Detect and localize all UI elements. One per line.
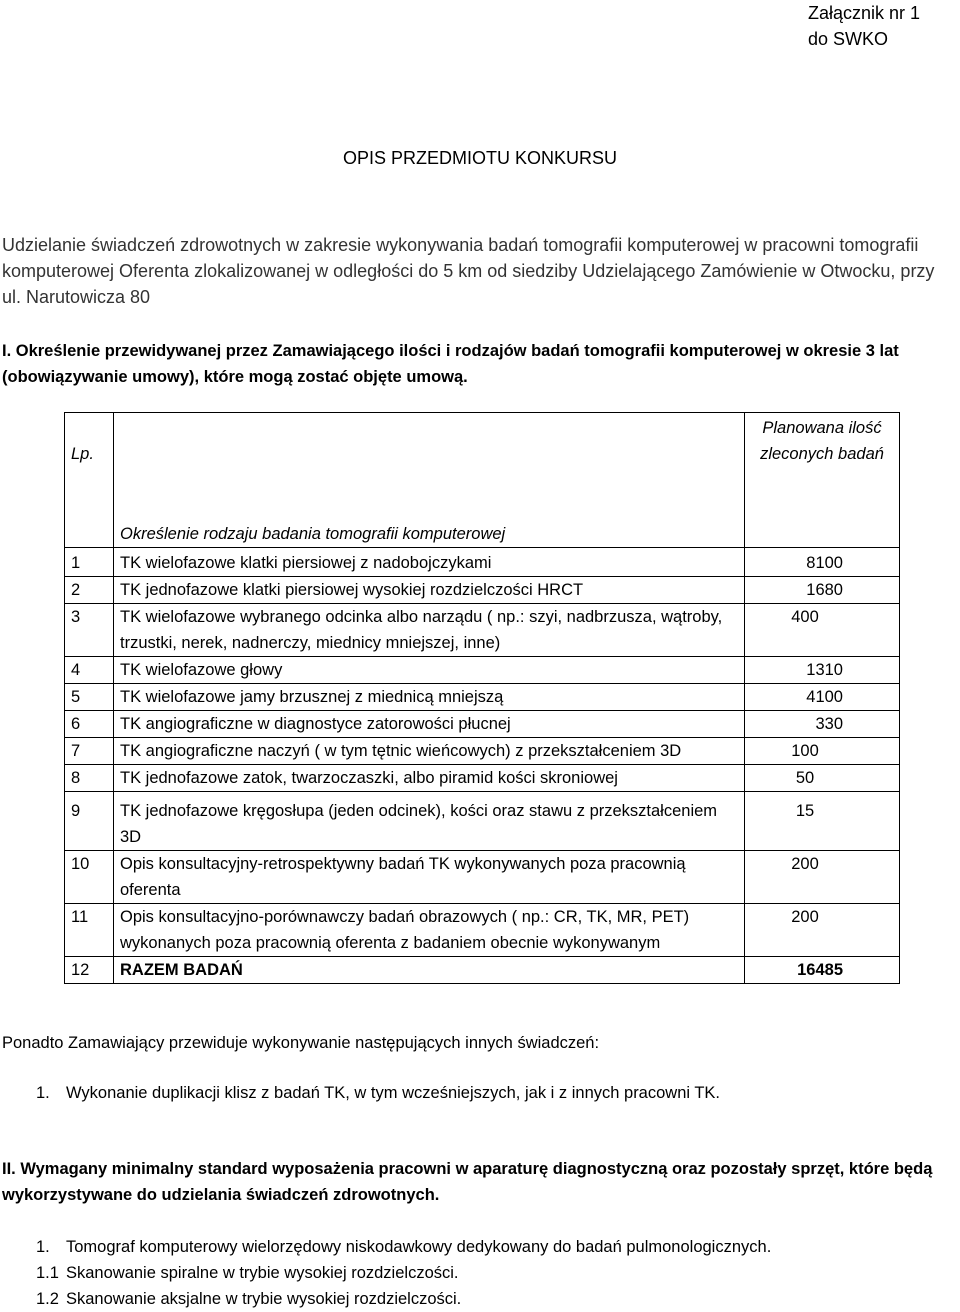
row-lp: 5 bbox=[65, 684, 114, 711]
list-item bbox=[36, 1260, 771, 1286]
total-quantity: 16485 bbox=[745, 957, 900, 984]
table-row bbox=[65, 792, 900, 851]
item-number: 1. bbox=[36, 1238, 50, 1256]
header-lp: Lp. bbox=[65, 413, 114, 548]
row-lp: 4 bbox=[65, 657, 114, 684]
row-quantity: 200 bbox=[745, 851, 900, 904]
table-row bbox=[65, 548, 900, 577]
other-services-item bbox=[36, 1080, 720, 1106]
row-description: TK wielofazowe klatki piersiowej z nadobojczykami bbox=[114, 548, 745, 577]
row-description: TK jednofazowe kręgosłupa (jeden odcinek), kości oraz stawu z przekształceniem 3D bbox=[114, 792, 745, 851]
section-2-heading: II. Wymagany minimalny standard wyposażenia pracowni w aparaturę diagnostyczną oraz pozostały sprzęt, które będą wykorzystywane do udzielania świadczeń zdrowotnych. bbox=[2, 1160, 933, 1204]
item-number: 1.1 bbox=[36, 1264, 59, 1282]
item-text: Tomograf komputerowy wielorzędowy niskodawkowy dedykowany do badań pulmonologicznych. bbox=[66, 1238, 772, 1256]
item-text: Skanowanie aksjalne w trybie wysokiej rozdzielczości. bbox=[66, 1290, 462, 1308]
row-quantity: 400 bbox=[745, 604, 900, 657]
row-description: Opis konsultacyjno-porównawczy badań obrazowych ( np.: CR, TK, MR, PET) wykonanych poza pracownią oferenta z badaniem obecnie wykonywanym bbox=[114, 904, 745, 957]
row-quantity: 330 bbox=[745, 711, 900, 738]
table-row bbox=[65, 604, 900, 657]
row-description: TK wielofazowe wybranego odcinka albo narządu ( np.: szyi, nadbrzusza, wątroby, trzustki, nerek, nadnerczy, miednicy mniejszej, inne) bbox=[114, 604, 745, 657]
row-lp: 10 bbox=[65, 851, 114, 904]
header-quantity: Planowana ilość zleconych badań bbox=[745, 413, 900, 548]
header-description: Określenie rodzaju badania tomografii komputerowej bbox=[114, 413, 745, 548]
attachment-label bbox=[808, 0, 920, 52]
table-row bbox=[65, 711, 900, 738]
attachment-line-2: do SWKO bbox=[808, 29, 889, 49]
attachment-line-1: Załącznik nr 1 bbox=[808, 3, 921, 23]
row-quantity: 200 bbox=[745, 904, 900, 957]
row-lp: 7 bbox=[65, 738, 114, 765]
row-description: TK angiograficzne naczyń ( w tym tętnic wieńcowych) z przekształceniem 3D bbox=[114, 738, 745, 765]
row-quantity: 100 bbox=[745, 738, 900, 765]
table-row bbox=[65, 851, 900, 904]
table-row bbox=[65, 765, 900, 792]
row-lp: 1 bbox=[65, 548, 114, 577]
list-item bbox=[36, 1234, 771, 1260]
other-services-intro: Ponadto Zamawiający przewiduje wykonywanie następujących innych świadczeń: bbox=[2, 1034, 600, 1052]
item-text: Skanowanie spiralne w trybie wysokiej rozdzielczości. bbox=[66, 1264, 459, 1282]
row-quantity: 50 bbox=[745, 765, 900, 792]
row-description: TK wielofazowe głowy bbox=[114, 657, 745, 684]
exam-table bbox=[64, 412, 900, 984]
row-lp: 6 bbox=[65, 711, 114, 738]
document-title: OPIS PRZEDMIOTU KONKURSU bbox=[342, 148, 618, 168]
table-row bbox=[65, 904, 900, 957]
row-description: TK jednofazowe klatki piersiowej wysokiej rozdzielczości HRCT bbox=[114, 577, 745, 604]
row-description: Opis konsultacyjny-retrospektywny badań TK wykonywanych poza pracownią oferenta bbox=[114, 851, 745, 904]
item-text: Wykonanie duplikacji klisz z badań TK, w tym wcześniejszych, jak i z innych pracowni TK. bbox=[66, 1084, 720, 1102]
row-lp: 8 bbox=[65, 765, 114, 792]
item-number: 1. bbox=[36, 1084, 50, 1102]
table-total-row bbox=[65, 957, 900, 984]
row-lp: 2 bbox=[65, 577, 114, 604]
intro-paragraph: Udzielanie świadczeń zdrowotnych w zakresie wykonywania badań tomografii komputerowej w pracowni tomografii komputerowej Oferenta zlokalizowanej w odległości do 5 km od siedziby Udzielającego Zamówienie w Otwocku, przy ul. Narutowicza 80 bbox=[2, 235, 935, 307]
table-row bbox=[65, 738, 900, 765]
equipment-list bbox=[36, 1234, 771, 1312]
row-quantity: 15 bbox=[745, 792, 900, 851]
item-number: 1.2 bbox=[36, 1290, 59, 1308]
table-row bbox=[65, 657, 900, 684]
row-quantity: 1680 bbox=[745, 577, 900, 604]
section-1-heading: I. Określenie przewidywanej przez Zamawiającego ilości i rodzajów badań tomografii komputerowej w okresie 3 lat (obowiązywanie umowy), które mogą zostać objęte umową. bbox=[2, 342, 899, 386]
table-row bbox=[65, 684, 900, 711]
row-lp: 9 bbox=[65, 792, 114, 851]
list-item bbox=[36, 1286, 771, 1312]
row-description: TK angiograficzne w diagnostyce zatorowości płucnej bbox=[114, 711, 745, 738]
table-header-row bbox=[65, 413, 900, 548]
row-lp: 12 bbox=[65, 957, 114, 984]
row-quantity: 8100 bbox=[745, 548, 900, 577]
table-row bbox=[65, 577, 900, 604]
row-description: TK jednofazowe zatok, twarzoczaszki, albo piramid kości skroniowej bbox=[114, 765, 745, 792]
row-lp: 11 bbox=[65, 904, 114, 957]
total-label: RAZEM BADAŃ bbox=[114, 957, 745, 984]
row-description: TK wielofazowe jamy brzusznej z miednicą mniejszą bbox=[114, 684, 745, 711]
row-lp: 3 bbox=[65, 604, 114, 657]
row-quantity: 1310 bbox=[745, 657, 900, 684]
row-quantity: 4100 bbox=[745, 684, 900, 711]
